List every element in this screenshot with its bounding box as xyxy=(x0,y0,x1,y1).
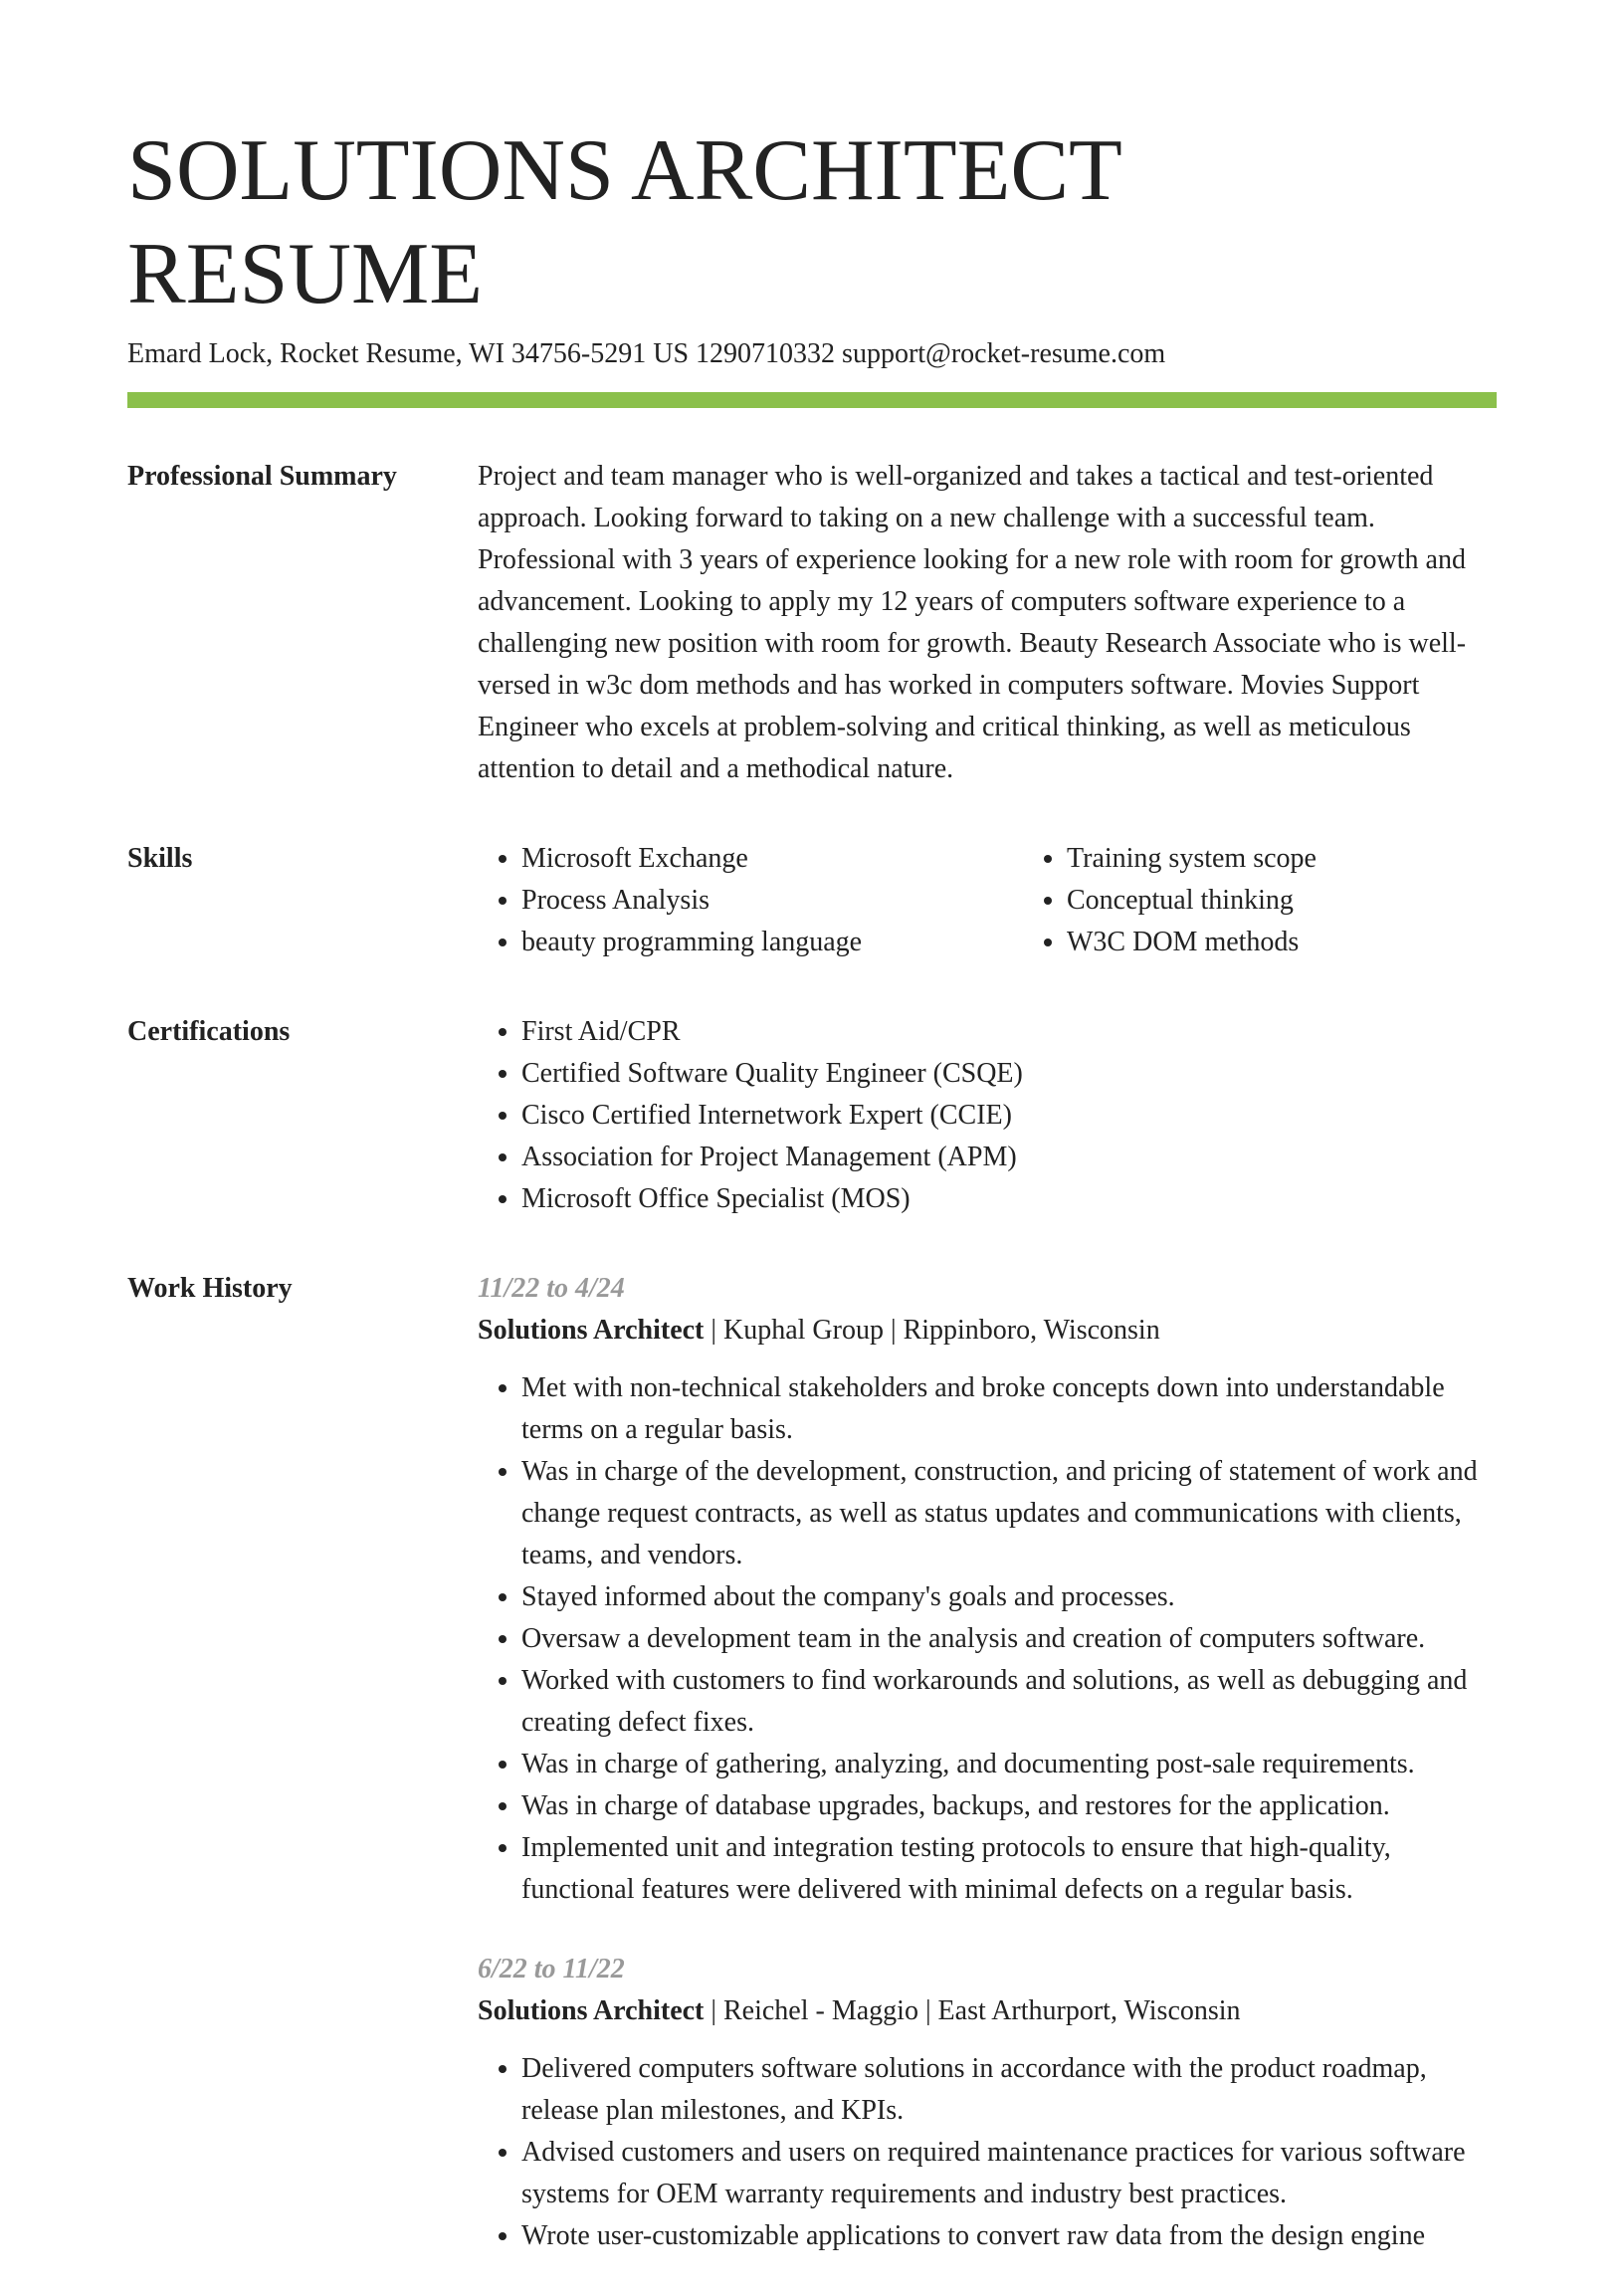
summary-section xyxy=(127,456,1497,790)
job-dates: 6/22 to 11/22 xyxy=(478,1954,625,1984)
job-bullet: • Was in charge of gathering, analyzing, and documenting post-sale requirements. xyxy=(521,1744,1497,1785)
section-label-certifications: Certifications xyxy=(127,1016,291,1047)
section-label-skills: Skills xyxy=(127,843,193,874)
skills-column-1 xyxy=(478,838,1023,963)
skill-item: • Microsoft Exchange xyxy=(521,838,1023,880)
skill-item: • Training system scope xyxy=(1067,838,1568,880)
skills-section xyxy=(127,838,1497,963)
job-entry xyxy=(478,1268,1497,1911)
certifications-list xyxy=(478,1011,1497,1220)
job-bullet: • Oversaw a development team in the analysis and creation of computers software. xyxy=(521,1618,1497,1660)
skill-item: • W3C DOM methods xyxy=(1067,922,1568,963)
job-bullet: • Stayed informed about the company's goals and processes. xyxy=(521,1576,1497,1618)
job-entry xyxy=(478,1949,1497,2257)
summary-text: Project and team manager who is well-organized and takes a tactical and test-oriented approach. Looking forward to taking on a new challenge with a successful team. Professional with 3 years of experience looking for a new role with room for growth and advancement. Looking to apply my 12 years of computers software experience to a challenging new position with room for growth. Beauty Research Associate who is well-versed in w3c dom methods and has worked in computers software. Movies Support Engineer who excels at problem-solving and critical thinking, as well as meticulous attention to detail and a methodical nature. xyxy=(478,461,1467,784)
work-history-section xyxy=(127,1268,1497,2295)
skill-item: • Conceptual thinking xyxy=(1067,880,1568,922)
job-bullet: • Implemented unit and integration testing protocols to ensure that high-quality, functional features were delivered with minimal defects on a regular basis. xyxy=(521,1827,1497,1911)
certification-item: • Microsoft Office Specialist (MOS) xyxy=(521,1178,1497,1220)
skill-item: • Process Analysis xyxy=(521,880,1023,922)
job-title-line xyxy=(478,1990,1497,2032)
job-bullet: • Was in charge of the development, construction, and pricing of statement of work and change request contracts, as well as status updates and communications with clients, teams, and vendors. xyxy=(521,1451,1497,1576)
job-title-line xyxy=(478,1310,1497,1352)
section-label-work-history: Work History xyxy=(127,1273,293,1304)
certifications-section xyxy=(127,1011,1497,1220)
job-bullets xyxy=(478,1367,1497,1911)
job-dates: 11/22 to 4/24 xyxy=(478,1273,625,1304)
job-bullet: • Worked with customers to find workarounds and solutions, as well as debugging and creating defect fixes. xyxy=(521,1660,1497,1744)
job-bullet: • Delivered computers software solutions in accordance with the product roadmap, release plan milestones, and KPIs. xyxy=(521,2048,1497,2132)
job-details: | Kuphal Group | Rippinboro, Wisconsin xyxy=(704,1315,1160,1346)
accent-divider xyxy=(127,392,1497,408)
certification-item: • Cisco Certified Internetwork Expert (CCIE) xyxy=(521,1095,1497,1137)
job-bullet: • Was in charge of database upgrades, backups, and restores for the application. xyxy=(521,1785,1497,1827)
job-bullet: • Advised customers and users on required maintenance practices for various software systems for OEM warranty requirements and industry best practices. xyxy=(521,2132,1497,2215)
skills-column-2 xyxy=(1023,838,1568,963)
certification-item: • First Aid/CPR xyxy=(521,1011,1497,1053)
resume-title: SOLUTIONS ARCHITECT RESUME xyxy=(127,122,1121,322)
resume-page xyxy=(127,119,1497,2295)
skills-grid xyxy=(478,838,1568,963)
job-title: Solutions Architect xyxy=(478,1315,705,1346)
job-bullet: • Met with non-technical stakeholders and broke concepts down into understandable terms on a regular basis. xyxy=(521,1367,1497,1451)
job-bullet: • Wrote user-customizable applications to convert raw data from the design engine xyxy=(521,2215,1497,2257)
certification-item: • Certified Software Quality Engineer (CSQE) xyxy=(521,1053,1497,1095)
skill-item: • beauty programming language xyxy=(521,922,1023,963)
certification-item: • Association for Project Management (APM) xyxy=(521,1137,1497,1178)
job-details: | Reichel - Maggio | East Arthurport, Wisconsin xyxy=(704,1995,1241,2026)
job-bullets xyxy=(478,2048,1497,2257)
section-label-summary: Professional Summary xyxy=(127,461,397,492)
job-title: Solutions Architect xyxy=(478,1995,705,2026)
contact-line: Emard Lock, Rocket Resume, WI 34756-5291 US 1290710332 support@rocket-resume.com xyxy=(127,338,1166,369)
